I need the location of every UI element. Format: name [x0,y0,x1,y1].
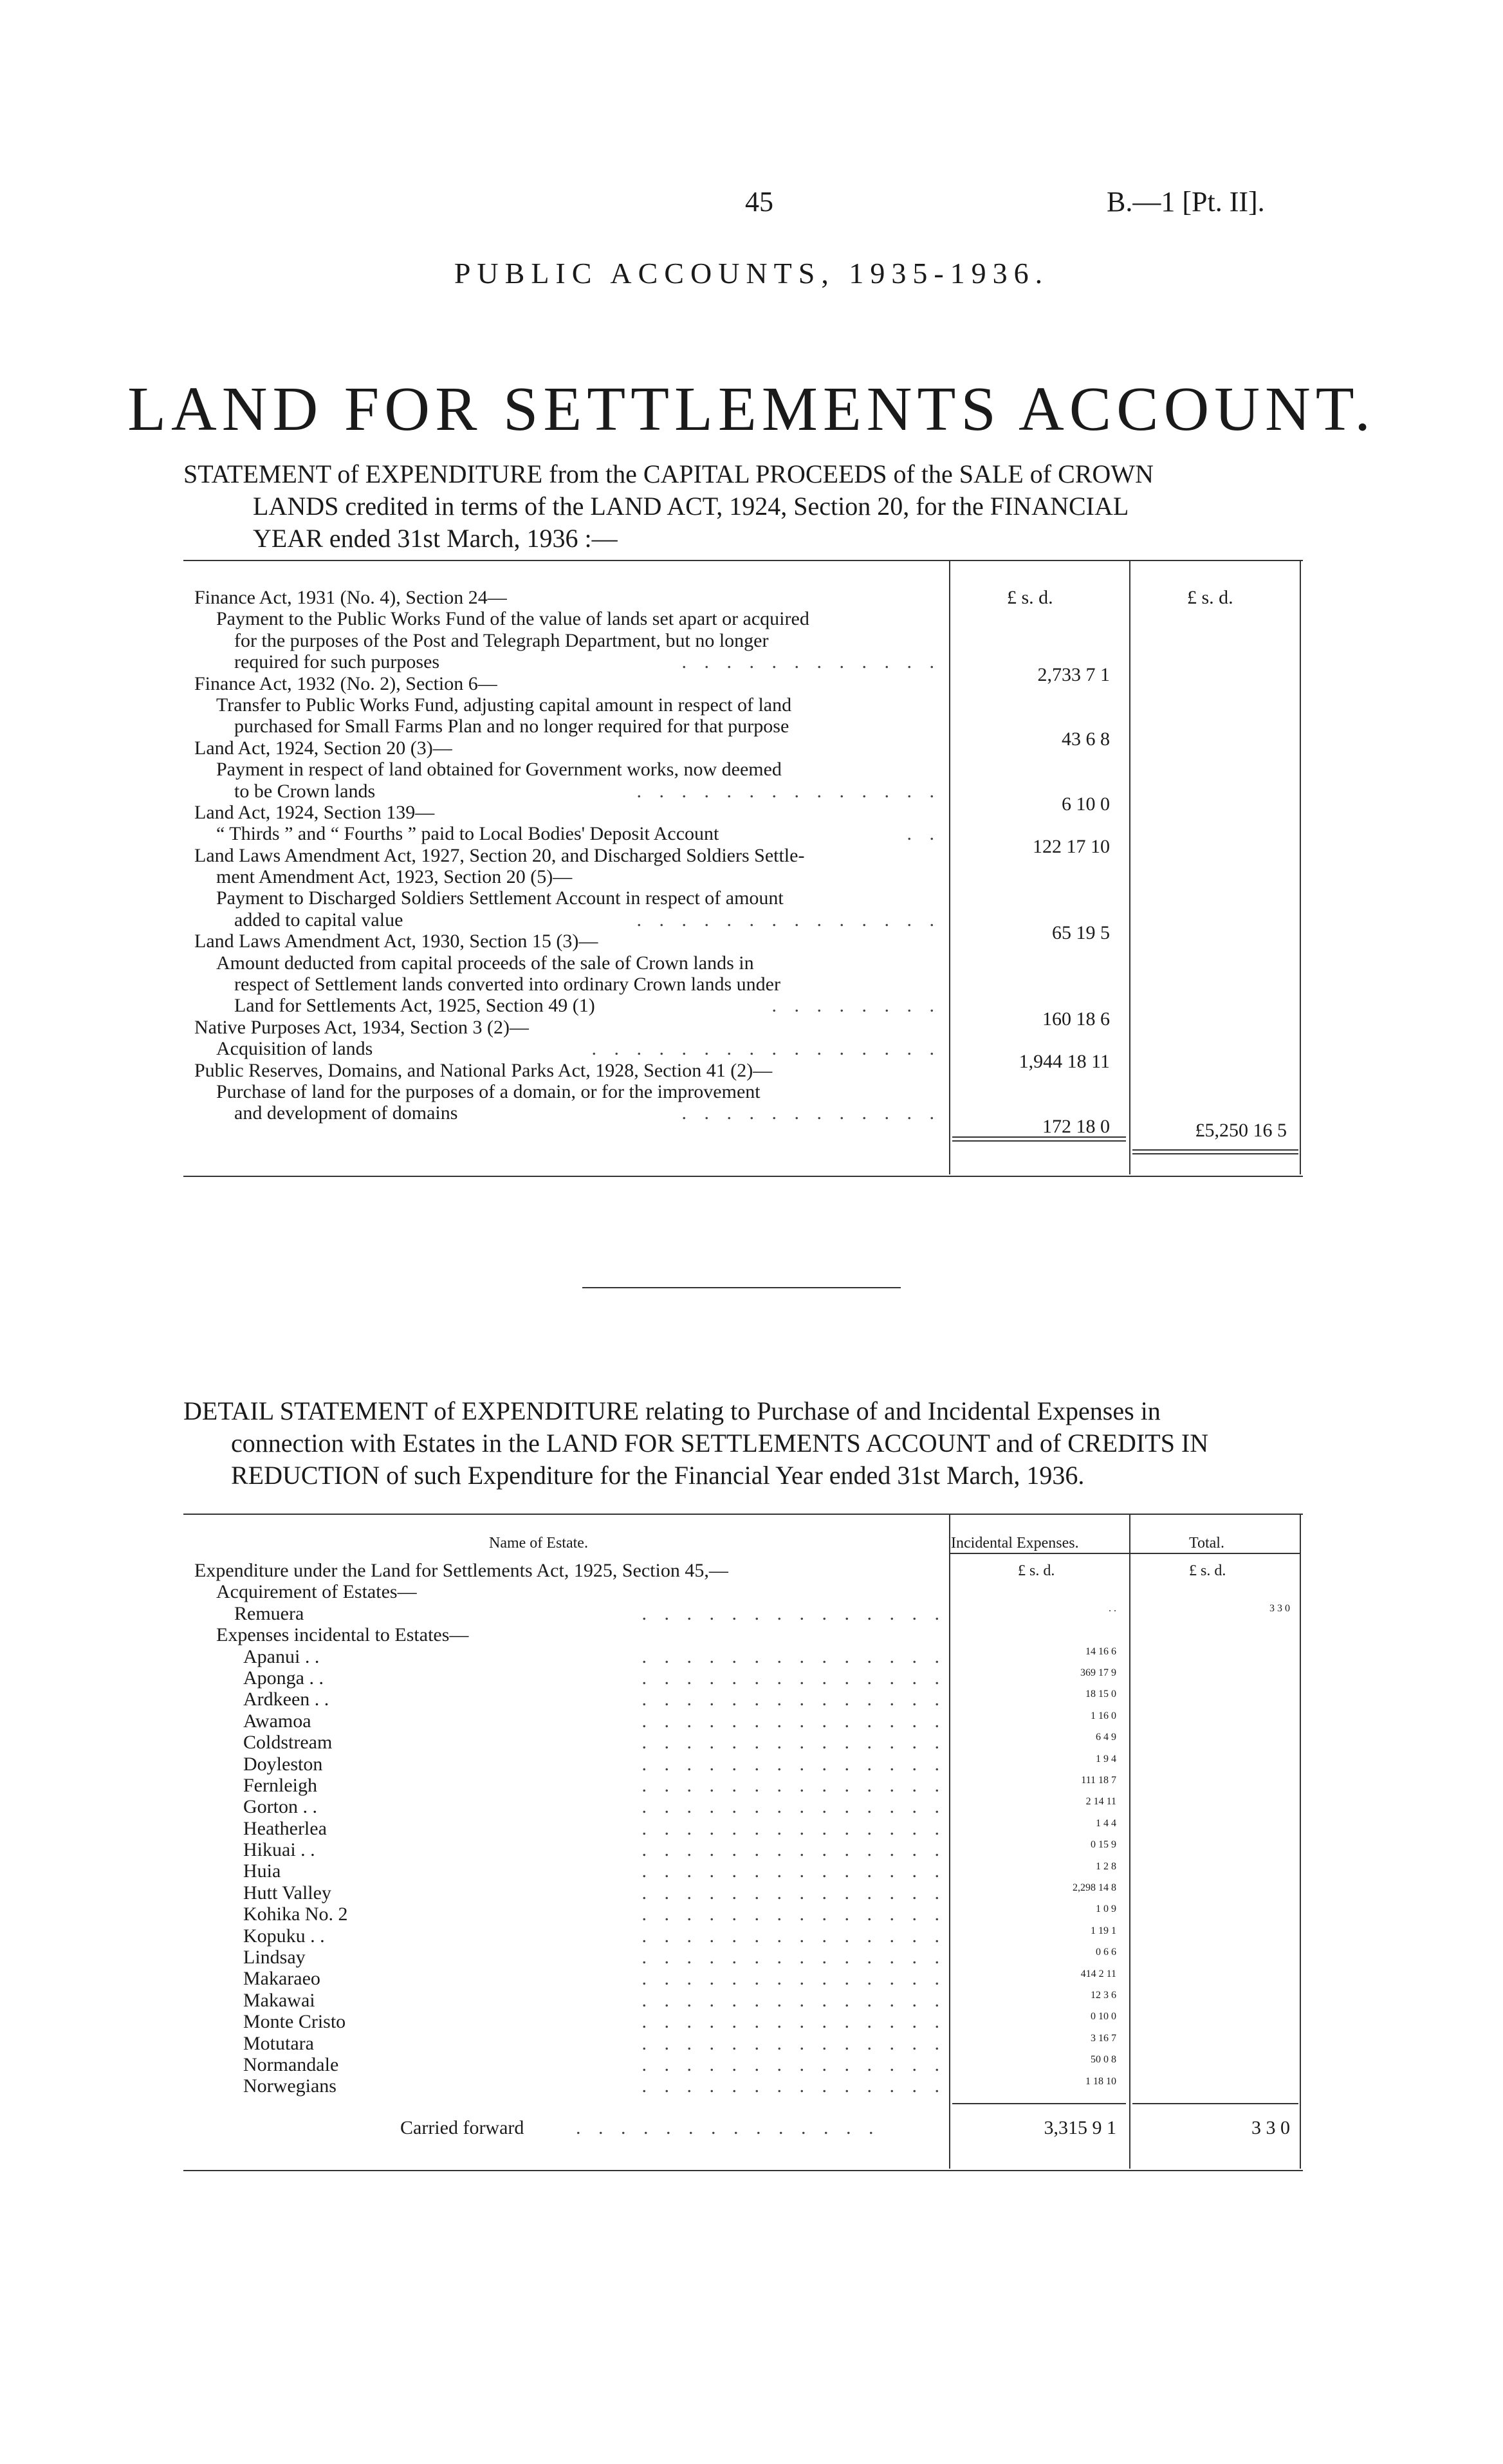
incidental-unit-header: £ s. d. [1018,1562,1055,1579]
estate-row-text: Huia [243,1860,281,1882]
estate-row [194,2075,946,2097]
statement1-row [194,630,941,651]
statement1-row [194,887,941,909]
estate-row-text: Doyleston [243,1753,323,1775]
estate-row [194,1968,946,1989]
estate-incidental-amount: 2 14 11 [1085,1796,1116,1808]
statement1-row-text: to be Crown lands [234,780,376,802]
leader-dots: . . . . . . . . . . . . . . [638,2033,946,2054]
estate-row [194,1667,946,1689]
estate-row-text: Apanui . . [243,1645,320,1667]
statement1-row [194,716,941,737]
estate-row [194,1710,946,1732]
statement1-row-leader: . . . . . . . . . . . . . . [633,909,941,931]
leader-dots: . . . . . . . . . . . . . . [638,2075,946,2097]
estate-row-text: Kohika No. 2 [243,1904,348,1925]
statement1-row [194,995,941,1016]
statement1-amount: 6 10 0 [1062,793,1110,815]
statement1-row-text: added to capital value [234,909,403,931]
statement1-row-text: Purchase of land for the purposes of a domain, or for the improvement [216,1080,761,1102]
publication-title: PUBLIC ACCOUNTS, 1935-1936. [454,257,1049,290]
statement1-rows [194,587,941,1124]
carried-forward-rule [1132,2103,1298,2104]
page-title: LAND FOR SETTLEMENTS ACCOUNT. [127,375,1376,444]
statement1-row-text: Payment in respect of land obtained for Government works, now deemed [216,759,782,781]
statement1-heading [183,458,1303,555]
statement1-col2-header: £ s. d. [1187,587,1233,608]
statement1-total: £5,250 16 5 [1195,1120,1287,1141]
estate-row-text: Makawai [243,1989,315,2011]
estate-incidental-amount: 1 4 4 [1096,1817,1116,1829]
carried-forward-label: Carried forward [400,2117,524,2138]
statement2-heading-line1: DETAIL STATEMENT of EXPENDITURE relating to Purchase of and Incidental Expenses in [183,1396,1161,1425]
estate-row-text: Motutara [243,2032,314,2054]
carried-forward-rule [952,2103,1126,2104]
leader-dots: . . . . . . . . . . . . . . [638,1925,946,1947]
estate-row [194,1796,946,1817]
leader-dots: . . . . . . . . . . . . . . [638,1882,946,1904]
statement1-row-leader: . . . . . . . . . . . . . . . . [588,1038,941,1059]
statement1-row [194,781,941,802]
estate-row [194,1839,946,1860]
estate-incidental-amount: 2,298 14 8 [1073,1882,1116,1893]
estate-row-text: Hikuai . . [243,1839,315,1861]
statement1-amount: 1,944 18 11 [1019,1051,1110,1073]
estate-row [194,1689,946,1710]
statement1-amount: 160 18 6 [1042,1008,1110,1030]
statement2-subheading-text: Expenses incidental to Estates— [216,1624,469,1646]
estate-row-text: Monte Cristo [243,2011,346,2033]
estate-row-text: Hutt Valley [243,1882,331,1904]
statement2-column-divider [1300,1514,1301,2169]
estate-row [194,2054,946,2075]
statement1-row [194,694,941,716]
leader-dots: . . . . . . . . . . . . . . [638,1603,946,1624]
statement1-row-text: Payment to the Public Works Fund of the value of lands set apart or acquired [216,608,809,630]
estate-row [194,1904,946,1925]
page-number: 45 [745,186,773,218]
estate-row [194,1818,946,1839]
document-reference: B.—1 [Pt. II]. [1107,186,1265,218]
col-incidental-expenses: Incidental Expenses. [951,1535,1079,1552]
estate-row-remuera-text: Remuera [234,1602,304,1624]
statement1-row-text: Finance Act, 1932 (No. 2), Section 6— [194,672,497,694]
statement1-row-text: respect of Settlement lands converted into ordinary Crown lands under [234,974,780,996]
estate-incidental-amount: 12 3 6 [1091,1990,1116,2001]
statement1-row [194,1017,941,1038]
statement1-amount: 65 19 5 [1052,922,1110,944]
leader-dots: . . . . . . . . . . . . . . [638,1667,946,1689]
statement1-row [194,845,941,866]
statement1-row [194,1060,941,1081]
statement1-row-text: Land Act, 1924, Section 20 (3)— [194,737,452,759]
leader-dots: . . . . . . . . . . . . . . [638,1796,946,1817]
statement1-amount: 172 18 0 [1042,1115,1110,1137]
estate-incidental-amount: 1 18 10 [1085,2075,1116,2087]
leader-dots: . . . . . . . . . . . . . . [638,1968,946,1989]
leader-dots: . . . . . . . . . . . . . . [638,1775,946,1796]
estate-row-text: Norwegians [243,2075,337,2097]
estate-incidental-amount: 1 2 8 [1096,1860,1116,1872]
leader-dots: . . . . . . . . . . . . . . [638,1904,946,1925]
statement1-row-text: Native Purposes Act, 1934, Section 3 (2)— [194,1016,529,1038]
statement1-row [194,651,941,672]
statement1-row-text: for the purposes of the Post and Telegraph Department, but no longer [234,629,769,651]
leader-dots: . . . . . . . . . . . . . . [638,1646,946,1667]
subtotal-rule [952,1136,1126,1142]
leader-dots: . . . . . . . . . . . . . . [638,1710,946,1732]
statement1-column-divider [949,560,950,1174]
estate-incidental-amount: 3 16 7 [1091,2032,1116,2044]
estate-incidental-amount: 369 17 9 [1080,1667,1116,1678]
statement1-row-leader: . . . . . . . . . . . . [678,1102,941,1124]
estate-row [194,1646,946,1667]
estate-row-text: Coldstream [243,1732,333,1754]
leader-dots: . . . . . . . . . . . . . . [638,1689,946,1710]
leader-dots: . . . . . . . . . . . . . . [638,1990,946,2011]
statement1-heading-line3: YEAR ended 31st March, 1936 :— [253,524,618,553]
leader-dots: . . . . . . . . . . . . . . [638,1818,946,1839]
section-separator [582,1287,901,1288]
leader-dots: . . . . . . . . . . . . . . [638,1732,946,1753]
statement1-heading-line2: LANDS credited in terms of the LAND ACT, 1924, Section 20, for the FINANCIAL [253,492,1129,521]
statement2-header-rule [949,1553,1300,1554]
statement2-heading-row [194,1560,946,1581]
estate-row [194,2033,946,2054]
statement2-heading [183,1395,1303,1492]
statement1-row [194,1038,941,1059]
statement1-row-leader: . . . . . . . . [768,995,941,1016]
statement2-column-divider [949,1514,950,2169]
statement1-row-text: Transfer to Public Works Fund, adjusting capital amount in respect of land [216,694,792,716]
statement2-heading-row-text: Expenditure under the Land for Settlements Act, 1925, Section 45,— [194,1560,728,1581]
estate-incidental-amount: 18 15 0 [1085,1689,1116,1700]
estate-incidental-amount: 414 2 11 [1080,1968,1116,1979]
statement1-row [194,759,941,780]
statement1-row [194,673,941,694]
carried-forward-total: 3 3 0 [1251,2117,1290,2138]
estate-row-text: Lindsay [243,1947,306,1968]
estate-incidental-amount: 1 16 0 [1091,1710,1116,1721]
total-double-rule [1132,1149,1298,1154]
remuera-total: 3 3 0 [1269,1602,1290,1614]
leader-dots: . . . . . . . . . . . . . . [638,1860,946,1882]
statement1-row-text: Land for Settlements Act, 1925, Section 49 (1) [234,995,595,1017]
statement1-row-text: Finance Act, 1931 (No. 4), Section 24— [194,587,507,608]
statement1-row-text: Land Laws Amendment Act, 1927, Section 20, and Discharged Soldiers Settle- [194,844,805,866]
statement1-row-text: ment Amendment Act, 1923, Section 20 (5)— [216,866,573,888]
estate-row [194,1990,946,2011]
estate-row-text: Heatherlea [243,1817,327,1839]
leader-dots: . . . . . . . . . . . . . . [638,2011,946,2032]
estate-row-text: Awamoa [243,1710,311,1732]
statement2-heading-row [194,1581,946,1602]
statement1-row [194,866,941,887]
statement1-row-leader: . . . . . . . . . . . . [678,651,941,672]
estate-incidental-amount: 6 4 9 [1096,1732,1116,1743]
statement1-amount: 122 17 10 [1033,836,1110,858]
estate-row [194,1947,946,1968]
statement1-row [194,737,941,759]
carried-forward-leader: . . . . . . . . . . . . . . [576,2117,880,2138]
statement1-row [194,1102,941,1124]
estate-incidental-amount: 111 18 7 [1081,1775,1116,1786]
estate-row [194,1925,946,1947]
estate-row-text: Makaraeo [243,1968,320,1990]
statement1-column-divider [1300,560,1301,1174]
statement1-row-text: Payment to Discharged Soldiers Settlement Account in respect of amount [216,887,784,909]
estate-incidental-amount: 0 6 6 [1096,1947,1116,1958]
statement1-row-text: purchased for Small Farms Plan and no longer required for that purpose [234,716,789,737]
statement1-row-text: required for such purposes [234,651,440,673]
statement2-heading-line2: connection with Estates in the LAND FOR SETTLEMENTS ACCOUNT and of CREDITS IN [231,1429,1209,1458]
estate-row-text: Fernleigh [243,1774,317,1796]
statement1-amount: 43 6 8 [1062,728,1110,750]
statement1-row [194,931,941,952]
statement2-column-divider [1129,1514,1130,2169]
statement1-row [194,1081,941,1102]
statement1-row [194,909,941,931]
remuera-incidental: . . [1109,1602,1116,1614]
leader-dots: . . . . . . . . . . . . . . [638,1839,946,1860]
statement1-row-text: “ Thirds ” and “ Fourths ” paid to Local Bodies' Deposit Account [216,823,719,845]
estate-row [194,1754,946,1775]
estate-row-remuera [194,1603,946,1624]
statement1-row-text: Acquisition of lands [216,1038,373,1060]
statement1-row [194,587,941,608]
col-name-of-estate: Name of Estate. [489,1535,588,1552]
estate-incidental-amount: 1 0 9 [1096,1904,1116,1915]
estate-incidental-amount: 1 9 4 [1096,1753,1116,1765]
estate-row [194,1775,946,1796]
leader-dots: . . . . . . . . . . . . . . [638,1947,946,1968]
estate-row-text: Normandale [243,2053,339,2075]
statement1-row-leader: . . . . . . . . . . . . . . [633,781,941,802]
statement2-subheading [194,1624,946,1645]
statement2-heading-row-text: Acquirement of Estates— [216,1581,417,1603]
estate-incidental-amount: 1 19 1 [1091,1925,1116,1936]
estate-row-text: Gorton . . [243,1796,317,1818]
statement1-row-text: and development of domains [234,1102,458,1124]
estate-incidental-amount: 0 15 9 [1091,1839,1116,1851]
total-unit-header: £ s. d. [1189,1562,1226,1579]
estate-incidental-amount: 50 0 8 [1091,2054,1116,2066]
estate-row [194,1732,946,1753]
statement2-heading-line3: REDUCTION of such Expenditure for the Financial Year ended 31st March, 1936. [231,1461,1085,1490]
statement2-rows [194,1560,946,2097]
col-total: Total. [1189,1535,1224,1552]
statement1-amount: 2,733 7 1 [1037,664,1110,686]
statement1-heading-line1: STATEMENT of EXPENDITURE from the CAPITAL PROCEEDS of the SALE of CROWN [183,459,1154,488]
statement1-row-leader: . . [903,823,941,844]
estate-row-text: Aponga . . [243,1667,324,1689]
estate-row-text: Kopuku . . [243,1925,325,1947]
estate-incidental-amount: 0 10 0 [1091,2011,1116,2023]
estate-row [194,2011,946,2032]
statement1-row [194,823,941,844]
estate-incidental-amount: 14 16 6 [1085,1645,1116,1657]
carried-forward-incidental: 3,315 9 1 [1044,2117,1116,2138]
statement1-row-text: Amount deducted from capital proceeds of the sale of Crown lands in [216,952,754,974]
statement1-row [194,952,941,974]
statement1-column-divider [1129,560,1130,1174]
leader-dots: . . . . . . . . . . . . . . [638,2054,946,2075]
statement1-row [194,802,941,823]
statement1-row-text: Land Act, 1924, Section 139— [194,801,435,823]
statement1-row-text: Land Laws Amendment Act, 1930, Section 15 (3)— [194,931,598,952]
estate-row-text: Ardkeen . . [243,1689,329,1710]
estate-row [194,1860,946,1882]
statement1-row-text: Public Reserves, Domains, and National Parks Act, 1928, Section 41 (2)— [194,1059,773,1081]
statement1-row [194,608,941,629]
estate-row [194,1882,946,1904]
statement1-row [194,974,941,995]
leader-dots: . . . . . . . . . . . . . . [638,1754,946,1775]
statement1-col1-header: £ s. d. [1007,587,1053,608]
